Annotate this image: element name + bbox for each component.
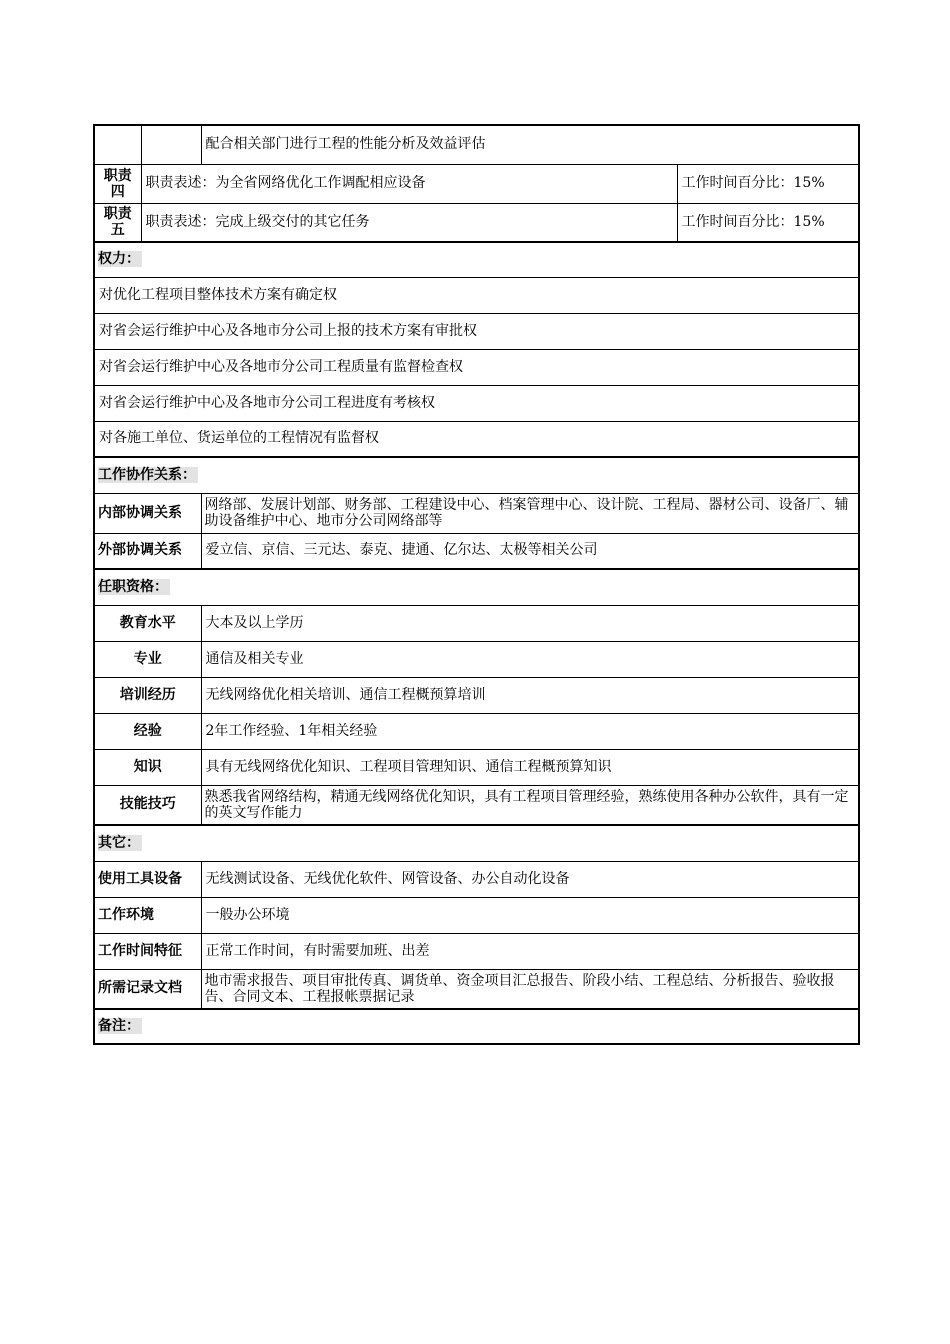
qualification-row (94, 641, 859, 677)
power-item (94, 349, 859, 385)
major-value: 通信及相关专业 (201, 641, 859, 677)
cooperation-title: 工作协作关系： (98, 466, 196, 483)
power-item (94, 385, 859, 421)
skills-value: 熟悉我省网络结构，精通无线网络优化知识，具有工程项目管理经验，熟练使用各种办公软件，具有一定的英文写作能力 (201, 785, 859, 825)
tools-label: 使用工具设备 (94, 861, 201, 897)
knowledge-value: 具有无线网络优化知识、工程项目管理知识、通信工程概预算知识 (201, 749, 859, 785)
internal-coordination-value: 网络部、发展计划部、财务部、工程建设中心、档案管理中心、设计院、工程局、器材公司、设备厂、辅助设备维护中心、地市分公司网络部等 (201, 493, 859, 533)
environment-value: 一般办公环境 (201, 897, 859, 933)
power-section-header (94, 242, 859, 277)
duty-four-description: 职责表述：为全省网络优化工作调配相应设备 (141, 164, 677, 203)
experience-value: 2年工作经验、1年相关经验 (201, 713, 859, 749)
tools-value: 无线测试设备、无线优化软件、网管设备、办公自动化设备 (201, 861, 859, 897)
documents-label: 所需记录文档 (94, 969, 201, 1009)
other-row (94, 897, 859, 933)
duty-label-empty (94, 125, 141, 164)
qualification-row (94, 785, 859, 825)
remarks-section-header (94, 1009, 859, 1044)
major-label: 专业 (94, 641, 201, 677)
duty-four-label: 职责 四 (94, 164, 141, 203)
qualification-title: 任职资格： (98, 578, 168, 595)
external-coordination-value: 爱立信、京信、三元达、泰克、捷通、亿尔达、太极等相关公司 (201, 533, 859, 569)
qualification-section-header (94, 569, 859, 605)
work-time-value: 正常工作时间，有时需要加班、出差 (201, 933, 859, 969)
power-item-text: 对省会运行维护中心及各地市分公司工程质量有监督检查权 (94, 349, 859, 385)
other-row (94, 861, 859, 897)
internal-coordination-row (94, 493, 859, 533)
qualification-row (94, 677, 859, 713)
skills-label: 技能技巧 (94, 785, 201, 825)
cooperation-section-header (94, 457, 859, 493)
other-row (94, 969, 859, 1009)
power-item (94, 421, 859, 457)
external-coordination-row (94, 533, 859, 569)
duty-four-percentage: 工作时间百分比：15% (677, 164, 859, 203)
power-item-text: 对省会运行维护中心及各地市分公司上报的技术方案有审批权 (94, 313, 859, 349)
duty-sub-empty (141, 125, 201, 164)
duty-five-label: 职责 五 (94, 203, 141, 242)
education-value: 大本及以上学历 (201, 605, 859, 641)
power-item (94, 313, 859, 349)
other-row (94, 933, 859, 969)
power-item-text: 对省会运行维护中心及各地市分公司工程进度有考核权 (94, 385, 859, 421)
duty-five-percentage: 工作时间百分比：15% (677, 203, 859, 242)
duty-five-row (94, 203, 859, 242)
duty-five-description: 职责表述：完成上级交付的其它任务 (141, 203, 677, 242)
power-title: 权力： (98, 251, 140, 268)
duty-four-row (94, 164, 859, 203)
other-section-header (94, 825, 859, 861)
qualification-row (94, 713, 859, 749)
duty-continuation-row (94, 125, 859, 164)
knowledge-label: 知识 (94, 749, 201, 785)
power-item (94, 277, 859, 313)
power-item-text: 对优化工程项目整体技术方案有确定权 (94, 277, 859, 313)
documents-value: 地市需求报告、项目审批传真、调货单、资金项目汇总报告、阶段小结、工程总结、分析报告、验收报告、合同文本、工程报帐票据记录 (201, 969, 859, 1009)
internal-coordination-label: 内部协调关系 (94, 493, 201, 533)
education-label: 教育水平 (94, 605, 201, 641)
training-label: 培训经历 (94, 677, 201, 713)
work-time-label: 工作时间特征 (94, 933, 201, 969)
environment-label: 工作环境 (94, 897, 201, 933)
remarks-title: 备注： (98, 1018, 140, 1034)
training-value: 无线网络优化相关培训、通信工程概预算培训 (201, 677, 859, 713)
duty-continuation-text: 配合相关部门进行工程的性能分析及效益评估 (201, 125, 859, 164)
qualification-row (94, 605, 859, 641)
job-description-table (93, 124, 860, 1045)
power-item-text: 对各施工单位、货运单位的工程情况有监督权 (94, 421, 859, 457)
experience-label: 经验 (94, 713, 201, 749)
qualification-row (94, 749, 859, 785)
external-coordination-label: 外部协调关系 (94, 533, 201, 569)
other-title: 其它： (98, 834, 140, 851)
